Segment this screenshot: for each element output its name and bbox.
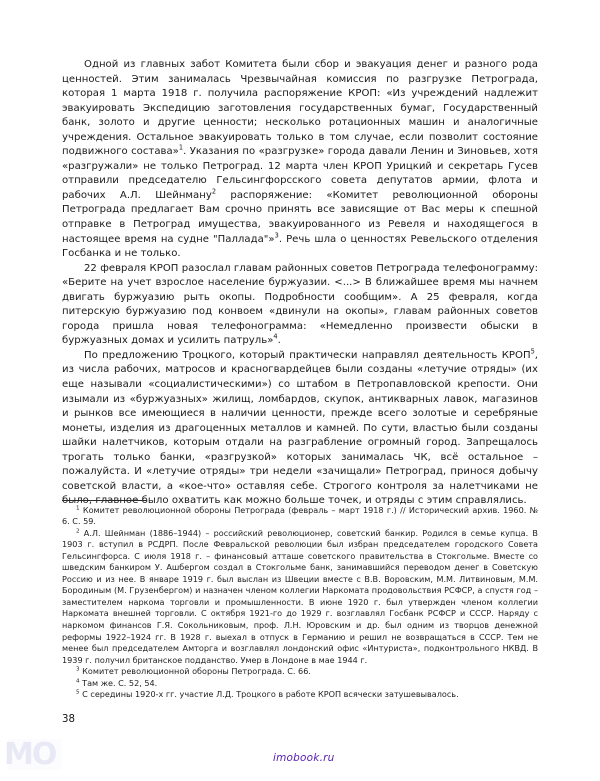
body-text-column	[62, 58, 538, 509]
footnote-item-4	[62, 678, 538, 690]
footnote-marker: 5	[76, 689, 80, 696]
footnote-item-3	[62, 666, 538, 678]
footnote-ref-1[interactable]: 1	[178, 143, 184, 152]
body-paragraph-1	[62, 58, 538, 262]
footnote-marker: 1	[76, 504, 80, 511]
paragraph-text: распоряжение: «Комитет революционной обороны Петрограда предлагает Вам срочно принять все зависящие от Вас меры к спешной отправке в Петроград имущества, эвакуированного из Ревеля и находящегося в настоящее время на судне "Паллада"»	[62, 189, 538, 245]
footnote-item-2	[62, 528, 538, 667]
body-paragraph-2	[62, 262, 538, 349]
paragraph-text: . Указания по «разгрузке» города давали Ленин и Зиновьев, хотя «разгружали» не только Петроград. 12 марта член КРОП Урицкий и секретарь Гусев отправили председателю Гельсингфорсского совета депутатов армии, флота и рабочих А.Л. Шейнману	[62, 146, 538, 201]
publisher-watermark-logo	[4, 736, 66, 781]
body-paragraph-3	[62, 349, 538, 509]
footnote-ref-5[interactable]: 5	[530, 347, 535, 356]
paragraph-text: 22 февраля КРОП разослал главам районных советов Петрограда телефонограмму: «Берите на учет взрослое население буржуазии. <...> В ближайшее время мы начнем двигать буржуазию рыть окопы. Подробности сообщим». А 25 февраля, когда питерскую буржуазию под конвоем «двинули на окопы», главам районных советов города пришла новая телефонограмма: «Немедленно произвести обыски в буржуазных домах и усилить патруль»	[62, 262, 538, 347]
footnote-text: Комитет революционной обороны Петрограда. С. 66.	[82, 666, 311, 677]
page-number: 38	[62, 714, 75, 725]
paragraph-text: . Речь шла о ценностях Ревельского отделения Госбанка и не только.	[62, 233, 538, 260]
footnote-text: Там же. С. 52, 54.	[82, 677, 158, 688]
footnote-item-1	[62, 505, 538, 528]
footnote-marker: 4	[76, 678, 80, 685]
footnote-marker: 3	[76, 666, 80, 673]
footnote-separator-rule	[62, 500, 147, 501]
footnote-text: А.Л. Шейнман (1886–1944) – российский революционер, советский банкир. Родился в семье купца. В 1903 г. вступил в РСДРП. После Февральской революции был избран председателем городского Совета Гельсингфорса. С июля 1918 г. – финансовый атташе советского правительства в Стокгольме. Вместе со шведским банкиром У. Ашбергом создал в Стокгольме банк, занимавшийся переводом денег в Советскую Россию и из нее. В январе 1919 г. был выслан из Швеции вместе с В.В. Воровским, М.М. Литвиновым, М.М. Бородиным (М. Грузенбергом) и назначен членом коллегии Наркомата продовольствия РСФСР, а спустя год – заместителем наркома торговли и промышленности. В июне 1920 г. был утвержден членом коллегии Наркомата внешней торговли. С октября 1921-го до 1929 г. возглавлял Госбанк РСФСР и СССР. Наряду с наркомом финансов Г.Я. Сокольниковым, проф. Л.Н. Юровским и др. был одним из творцов денежной реформы 1922–1924 гг. В 1928 г. выехал в отпуск в Германию и решил не возвращаться в СССР. Тем не менее был председателем Амторга и возглавлял лондонский офис «Интуриста», подконтрольного НКВД. В 1939 г. получил британское подданство. Умер в Лондоне в мае 1944 г.	[62, 527, 538, 665]
footnote-text: Комитет революционной обороны Петрограда (февраль – март 1918 г.) // Исторический архив. 1960. № 6. С. 59.	[62, 504, 538, 527]
paragraph-text: .	[277, 335, 281, 347]
footnote-item-5	[62, 689, 538, 701]
footnotes-section	[62, 500, 538, 701]
footnote-ref-3[interactable]: 3	[274, 231, 279, 240]
footnote-ref-2[interactable]: 2	[211, 187, 217, 196]
footnote-marker: 2	[76, 527, 80, 534]
paragraph-text: , из числа рабочих, матросов и красногвардейцев были созданы «летучие отряды» (их еще называли «социалистическими») со штабом в Петропавловской крепости. Они изымали из «буржуазных» жилищ, ломбардов, скупок, антикварных лавок, магазинов и рынков все имеющиеся в наличии ценности, прежде всего золотые и серебряные монеты, изделия из драгоценных металлов и камней. По сути, властью были созданы шайки налетчиков, которым отдали на разграбление огромный город. Запрещалось трогать только банки, «разгрузкой» которых занималась ЧК, всё остальное – пожалуйста. И «летучие отряды» три недели «зачищали» Петроград, принося добычу советской власти, а «кое-что» оставляя себе. Строгого контроля за налетчиками не было, главное было охватить как можно больше точек, и отряды с этим справлялись.	[62, 349, 538, 507]
paragraph-text: По предложению Троцкого, который практически направлял деятельность КРОП	[84, 349, 531, 361]
site-watermark: imobook.ru	[273, 752, 335, 764]
footnote-ref-4[interactable]: 4	[273, 333, 278, 342]
watermark-letters: MO	[4, 737, 56, 772]
footnote-text: С середины 1920-х гг. участие Л.Д. Троцкого в работе КРОП всячески затушевывалось.	[82, 689, 459, 700]
paragraph-text: Одной из главных забот Комитета были сбор и эвакуация денег и разного рода ценностей. Этим занималась Чрезвычайная комиссия по разгрузке Петрограда, которая 1 марта 1918 г. получила распоряжение КРОП: «Из учреждений надлежит эвакуировать Экспедицию заготовления государственных бумаг, Государственный банк, золото и другие ценности; несколько ротационных машин и аналогичные учреждения. Остальное эвакуировать только в том случае, если позволит состояние подвижного состава»	[62, 59, 538, 158]
